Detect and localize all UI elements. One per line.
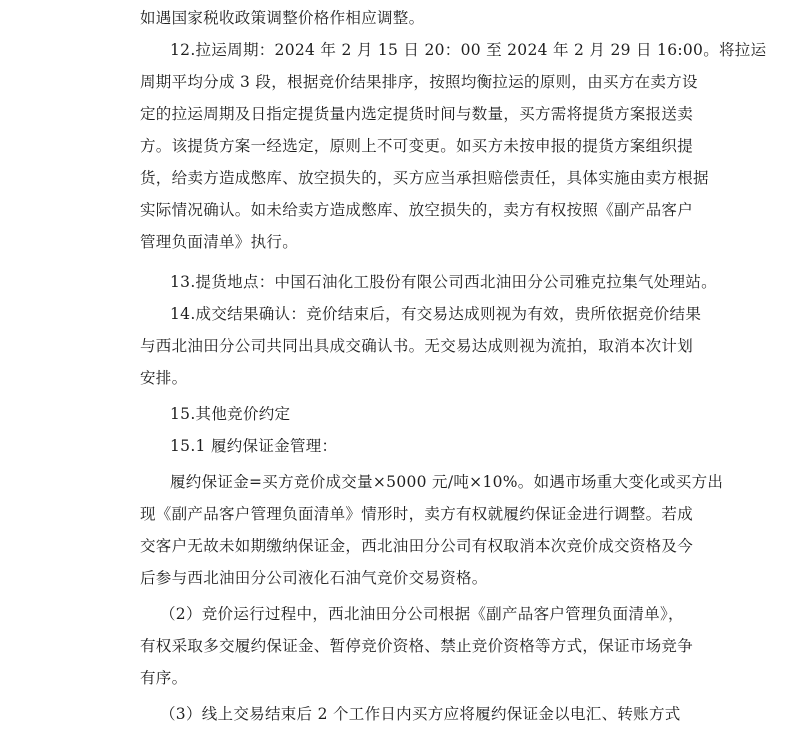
text-line: 现《副产品客户管理负面清单》情形时，卖方有权就履约保证金进行调整。若成: [140, 505, 694, 523]
text-line: 定的拉运周期及日指定提货量内选定提货时间与数量，买方需将提货方案报送卖: [140, 105, 694, 123]
text-line: 12.拉运周期：2024 年 2 月 15 日 20：00 至 2024 年 2 月 29 日 16:00。将拉运: [170, 41, 767, 59]
text-line: 13.提货地点：中国石油化工股份有限公司西北油田分公司雅克拉集气处理站。: [170, 273, 717, 291]
section-heading: 15.其他竞价约定: [170, 405, 291, 423]
text-line: 有权采取多交履约保证金、暂停竞价资格、禁止竞价资格等方式，保证市场竞争: [140, 637, 694, 655]
text-line: 货，给卖方造成憋库、放空损失的，买方应当承担赔偿责任，具体实施由卖方根据: [140, 169, 709, 187]
text-line: 履约保证金=买方竞价成交量×5000 元/吨×10%。如遇市场重大变化或买方出: [170, 473, 724, 491]
text-line: 方。该提货方案一经选定，原则上不可变更。如买方未按申报的提货方案组织提: [140, 137, 694, 155]
text-line: （3）线上交易结束后 2 个工作日内买方应将履约保证金以电汇、转账方式: [160, 705, 681, 723]
text-line: 周期平均分成 3 段，根据竞价结果排序，按照均衡拉运的原则，由买方在卖方设: [140, 73, 698, 91]
text-line: 14.成交结果确认：竞价结束后，有交易达成则视为有效，贵所依据竞价结果: [170, 305, 702, 323]
text-line: 后参与西北油田分公司液化石油气竞价交易资格。: [140, 569, 488, 587]
text-line: 有序。: [140, 669, 188, 687]
text-line: 实际情况确认。如未给卖方造成憋库、放空损失的，卖方有权按照《副产品客户: [140, 201, 694, 219]
text-line: 如遇国家税收政策调整价格作相应调整。: [140, 9, 425, 27]
text-line: 管理负面清单》执行。: [140, 233, 299, 251]
text-line: 与西北油田分公司共同出具成交确认书。无交易达成则视为流拍，取消本次计划: [140, 337, 694, 355]
text-line: 交客户无故未如期缴纳保证金，西北油田分公司有权取消本次竞价成交资格及今: [140, 537, 694, 555]
text-line: 安排。: [140, 369, 188, 387]
subsection-heading: 15.1 履约保证金管理：: [170, 437, 338, 455]
text-line: （2）竞价运行过程中，西北油田分公司根据《副产品客户管理负面清单》，: [160, 605, 684, 623]
